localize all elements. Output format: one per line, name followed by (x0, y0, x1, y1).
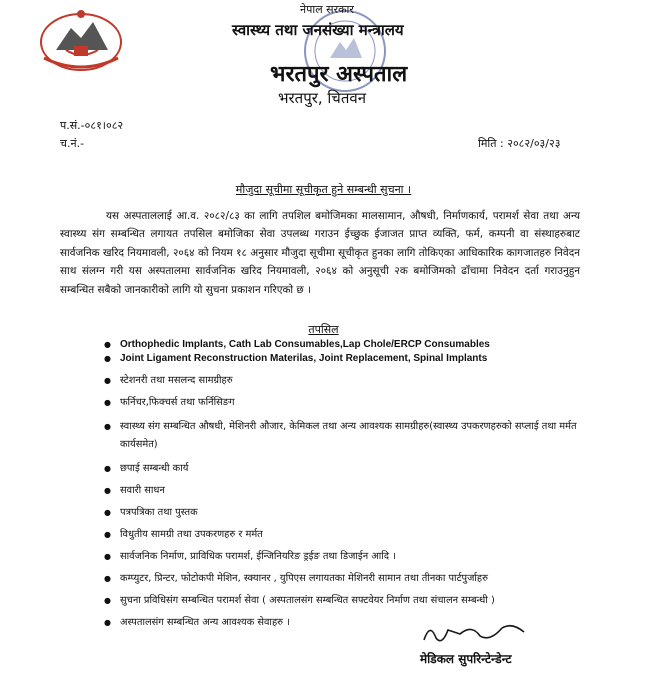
list-item: ● पत्रपत्रिका तथा पुस्तक (104, 506, 594, 520)
signatory-designation: मेडिकल सुपरिन्टेन्डेन्ट (420, 652, 512, 666)
list-item: ● सवारी साधन (104, 484, 594, 498)
notice-body-text: यस अस्पताललाई आ.व. २०८२/८३ का लागि तपशिल बमोजिमका मालसामान, औषधी, निर्माणकार्य, परामर्श सेवा तथा अन्य स्वास्थ्य संग सम्बन्धित लगायत तपसिल बमोजिका सेवा उपलब्ध गराउन ईच्छुक ईजाजत प्राप्त व्यक्ति, फर्म, कम्पनी वा संस्थाहरुबाट सार्वजनिक खरिद नियमावली, २०६४ को नियम १८ अनुसार मौजुदा सूचीमा सूचीकृत हुनका लागि तोकिएका आधिकारिक कागजातहरु निवेदन साथ संलग्न गरी यस अस्पतालमा सार्वजनिक खरिद नियमावली, २०६४ को अनुसूची २क बमोजिमको ढाँचामा निवेदन दर्ता गराउनुहुन सम्बन्धित सबैको जानकारीको लागि यो सुचना प्रकाशन गरिएको छ । (60, 210, 580, 296)
list-item: ● कम्प्युटर, प्रिन्टर, फोटोकपी मेशिन, स्क्यानर , युपिएस लगायतका मेशिनरी सामान तथा तीनका पार्टपुर्जाहरु (104, 572, 594, 586)
government-title: नेपाल सरकार (300, 3, 354, 16)
signature-icon (420, 618, 530, 648)
hospital-name: भरतपुर अस्पताल (270, 62, 408, 87)
list-item: ● सुचना प्रविधिसंग सम्बन्धित परामर्श सेवा ( अस्पतालसंग सम्बन्धित सफ्टवेयर निर्माण तथा संचालन सम्बन्धी ) (104, 594, 594, 608)
nepal-emblem-icon (38, 6, 124, 72)
schedule-heading: तपसिल (308, 323, 339, 336)
list-item: ● सार्वजनिक निर्माण, प्राविधिक परामर्श, ईन्जिनियरिङ ड्रईङ तथा डिजाईन आदि । (104, 550, 594, 564)
ministry-title: स्वास्थ्य तथा जनसंख्या मन्त्रालय (232, 21, 404, 39)
schedule-list (104, 338, 594, 630)
list-item: ● छपाई सम्बन्धी कार्य (104, 462, 594, 476)
list-item: ● फर्निचर,फिक्चर्स तथा फर्निसिङग (104, 396, 594, 410)
list-item: ● अस्पतालसंग सम्बन्धित अन्य आवश्यक सेवाहरु । (104, 616, 594, 630)
notice-body (60, 207, 580, 299)
list-item: ● विधुतीय सामग्री तथा उपकरणहरु र मर्मत (104, 528, 594, 542)
notice-subject: मौजुदा सूचीमा सूचीकृत हुने सम्बन्धी सुचना । (235, 183, 412, 196)
letter-reference-number: प.सं.-०८१।०८२ (60, 119, 124, 132)
list-item: ● Orthophedic Implants, Cath Lab Consumables,Lap Chole/ERCP Consumables (104, 338, 594, 352)
hospital-address: भरतपुर, चितवन (278, 89, 367, 107)
dispatch-number: च.नं.- (60, 137, 85, 150)
list-item: ● स्टेशनरी तथा मसलन्द सामग्रीहरु (104, 374, 594, 388)
list-item: ● Joint Ligament Reconstruction Materilas, Joint Replacement, Spinal Implants (104, 352, 594, 366)
list-item: ● स्वास्थ्य संग सम्बन्धित औषधी, मेशिनरी औजार, केमिकल तथा अन्य आवश्यक सामग्रीहरु(स्वास्थ्य उपकरणहरुको सप्लाई तथा मर्मत कार्यसमेत) (104, 418, 594, 454)
letter-date: मिति : २०८२/०३/२३ (478, 137, 561, 150)
